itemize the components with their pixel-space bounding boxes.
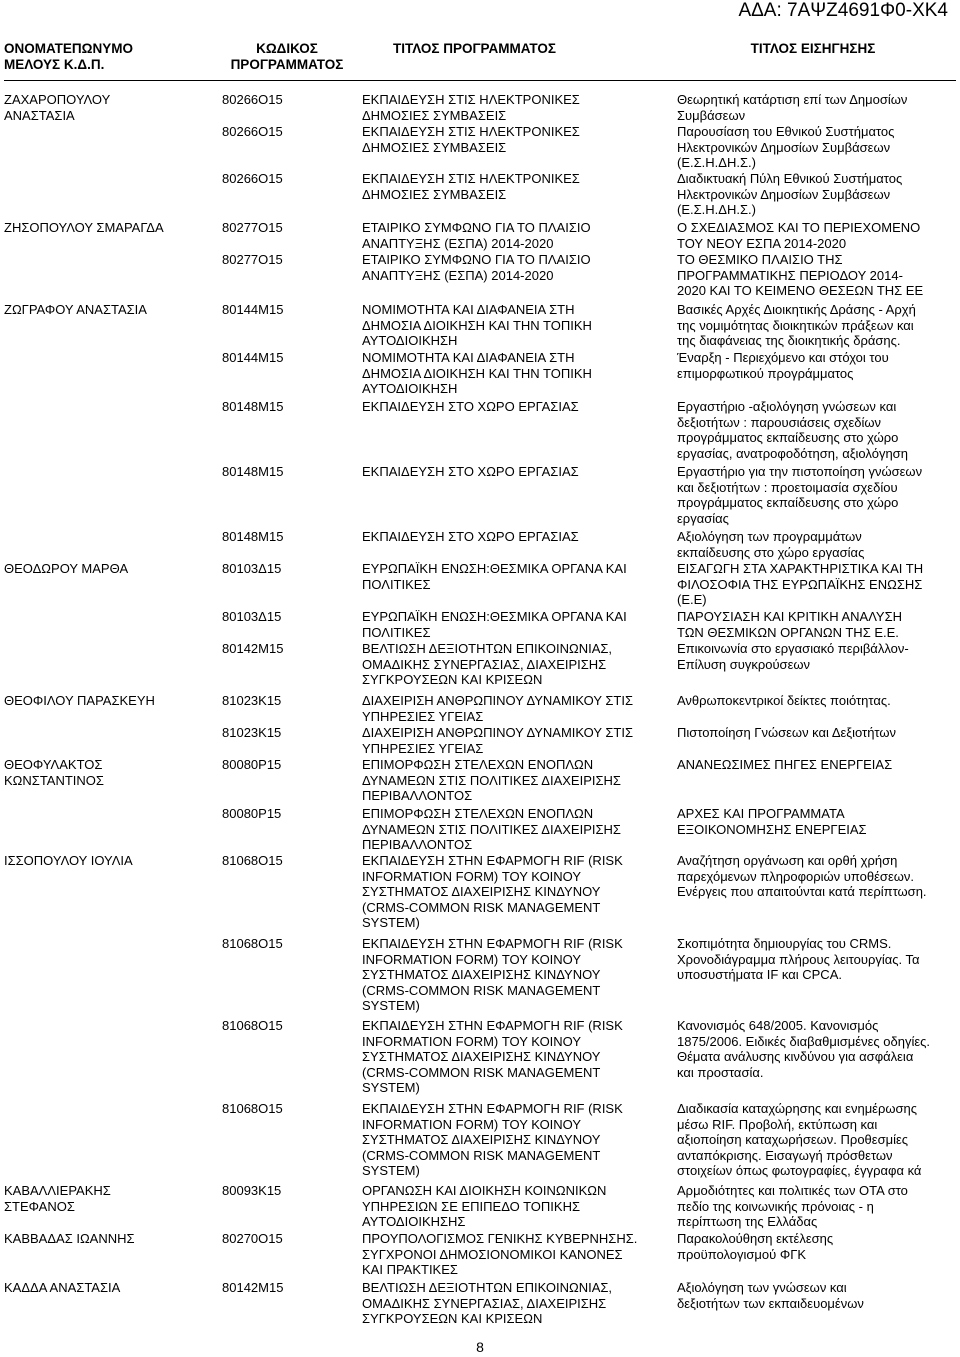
row-program-code: 80142Μ15 [222, 641, 284, 656]
row-member-name: ΚΑΒΒΑΔΑΣ ΙΩΑΝΝΗΣ [4, 1231, 135, 1246]
row-member-name: ΖΗΣΟΠΟΥΛΟΥ ΣΜΑΡΑΓΔΑ [4, 220, 164, 235]
row-lecture-title: Εργαστήριο -αξιολόγηση γνώσεων και δεξιοτήτων : παρουσιάσεις σχεδίων προγράμματος εκπαίδευσης στο χώρο εργασίας, ανατροφοδότηση, αξιολόγηση [677, 399, 908, 461]
row-program-title: ΕΚΠΑΙΔΕΥΣΗ ΣΤΟ ΧΩΡΟ ΕΡΓΑΣΙΑΣ [362, 399, 579, 414]
row-member-name: ΘΕΟΦΙΛΟΥ ΠΑΡΑΣΚΕΥΗ [4, 693, 155, 708]
row-program-title: ΕΠΙΜΟΡΦΩΣΗ ΣΤΕΛΕΧΩΝ ΕΝΟΠΛΩΝ ΔΥΝΑΜΕΩΝ ΣΤΙΣ ΠΟΛΙΤΙΚΕΣ ΔΙΑΧΕΙΡΙΣΗΣ ΠΕΡΙΒΑΛΛΟΝΤΟΣ [362, 806, 621, 852]
page-number: 8 [476, 1339, 484, 1355]
header-code: ΚΩΔΙΚΟΣ ΠΡΟΓΡΑΜΜΑΤΟΣ [230, 41, 344, 72]
row-program-code: 81068Ο15 [222, 1018, 283, 1033]
row-lecture-title: Αρμοδιότητες και πολιτικές των ΟΤΑ στο πεδίο της κοινωνικής πρόνοιας - η περίπτωση της Ελλάδας [677, 1183, 908, 1229]
row-program-code: 80270Ο15 [222, 1231, 283, 1246]
header-program: ΤΙΤΛΟΣ ΠΡΟΓΡΑΜΜΑΤΟΣ [392, 41, 557, 56]
row-program-code: 80148Μ15 [222, 464, 284, 479]
row-program-title: ΕΚΠΑΙΔΕΥΣΗ ΣΤΙΣ ΗΛΕΚΤΡΟΝΙΚΕΣ ΔΗΜΟΣΙΕΣ ΣΥΜΒΑΣΕΙΣ [362, 124, 580, 155]
row-lecture-title: Κανονισμός 648/2005. Κανονισμός 1875/2006. Ειδικές διαβαθμισμένες οδηγίες. Θέματα ανάλυσης κινδύνου για ασφάλεια και προστασία. [677, 1018, 931, 1080]
row-program-title: ΕΚΠΑΙΔΕΥΣΗ ΣΤΗΝ ΕΦΑΡΜΟΓΗ RIF (RISK INFORMATION FORM) ΤΟΥ ΚΟΙΝΟΥ ΣΥΣΤΗΜΑΤΟΣ ΔΙΑΧΕΙΡΙΣΗΣ ΚΙΝΔΥΝΟΥ (CRMS-COMMON RISK MANAGEMENT SYSTEM) [362, 1018, 623, 1095]
row-program-title: ΒΕΛΤΙΩΣΗ ΔΕΞΙΟΤΗΤΩΝ ΕΠΙΚΟΙΝΩΝΙΑΣ, ΟΜΑΔΙΚΗΣ ΣΥΝΕΡΓΑΣΙΑΣ, ΔΙΑΧΕΙΡΙΣΗΣ ΣΥΓΚΡΟΥΣΕΩΝ ΚΑΙ ΚΡΙΣΕΩΝ [362, 641, 613, 687]
header-name: ΟΝΟΜΑΤΕΠΩΝΥΜΟ ΜΕΛΟΥΣ Κ.Δ.Π. [4, 41, 133, 72]
row-member-name: ΘΕΟΔΩΡΟΥ ΜΑΡΘΑ [4, 561, 129, 576]
row-program-code: 80144Μ15 [222, 350, 284, 365]
row-program-code: 81068Ο15 [222, 936, 283, 951]
row-program-code: 80266Ο15 [222, 124, 283, 139]
row-program-code: 80080Ρ15 [222, 757, 282, 772]
header-lecture: ΤΙΤΛΟΣ ΕΙΣΗΓΗΣΗΣ [750, 41, 876, 56]
row-lecture-title: Εργαστήριο για την πιστοποίηση γνώσεων και δεξιοτήτων : προετοιμασία σχεδίου προγράμματος εκπαίδευσης στο χώρο εργασίας [677, 464, 923, 526]
row-lecture-title: ΕΙΣΑΓΩΓΗ ΣΤΑ ΧΑΡΑΚΤΗΡΙΣΤΙΚΑ ΚΑΙ ΤΗ ΦΙΛΟΣΟΦΙΑ ΤΗΣ ΕΥΡΩΠΑΪΚΗΣ ΕΝΩΣΗΣ (Ε.Ε) [677, 561, 924, 607]
row-program-code: 81068Ο15 [222, 1101, 283, 1116]
row-program-code: 80277Ο15 [222, 220, 283, 235]
row-program-title: ΕΠΙΜΟΡΦΩΣΗ ΣΤΕΛΕΧΩΝ ΕΝΟΠΛΩΝ ΔΥΝΑΜΕΩΝ ΣΤΙΣ ΠΟΛΙΤΙΚΕΣ ΔΙΑΧΕΙΡΙΣΗΣ ΠΕΡΙΒΑΛΛΟΝΤΟΣ [362, 757, 621, 803]
row-lecture-title: Πιστοποίηση Γνώσεων και Δεξιοτήτων [677, 725, 897, 740]
row-program-title: ΕΥΡΩΠΑΪΚΗ ΕΝΩΣΗ:ΘΕΣΜΙΚΑ ΟΡΓΑΝΑ ΚΑΙ ΠΟΛΙΤΙΚΕΣ [362, 561, 627, 592]
row-lecture-title: Έναρξη - Περιεχόμενο και στόχοι του επιμορφωτικού προγράμματος [677, 350, 889, 381]
row-program-title: ΝΟΜΙΜΟΤΗΤΑ ΚΑΙ ΔΙΑΦΑΝΕΙΑ ΣΤΗ ΔΗΜΟΣΙΑ ΔΙΟΙΚΗΣΗ ΚΑΙ ΤΗΝ ΤΟΠΙΚΗ ΑΥΤΟΔΙΟΙΚΗΣΗ [362, 350, 592, 396]
row-member-name: ΙΣΣΟΠΟΥΛΟΥ ΙΟΥΛΙΑ [4, 853, 133, 868]
row-program-code: 80080Ρ15 [222, 806, 282, 821]
row-lecture-title: Βασικές Αρχές Διοικητικής Δράσης - Αρχή της νομιμότητας διοικητικών πράξεων και της διαφάνειας της διοικητικής δράσης. [677, 302, 916, 348]
row-program-code: 81023Κ15 [222, 725, 282, 740]
row-program-title: ΝΟΜΙΜΟΤΗΤΑ ΚΑΙ ΔΙΑΦΑΝΕΙΑ ΣΤΗ ΔΗΜΟΣΙΑ ΔΙΟΙΚΗΣΗ ΚΑΙ ΤΗΝ ΤΟΠΙΚΗ ΑΥΤΟΔΙΟΙΚΗΣΗ [362, 302, 592, 348]
row-program-code: 80142Μ15 [222, 1280, 284, 1295]
row-program-title: ΔΙΑΧΕΙΡΙΣΗ ΑΝΘΡΩΠΙΝΟΥ ΔΥΝΑΜΙΚΟΥ ΣΤΙΣ ΥΠΗΡΕΣΙΕΣ ΥΓΕΙΑΣ [362, 693, 634, 724]
row-lecture-title: Ανθρωποκεντρικοί δείκτες ποιότητας. [677, 693, 891, 708]
row-lecture-title: Παρουσίαση του Εθνικού Συστήματος Ηλεκτρονικών Δημοσίων Συμβάσεων (Ε.Σ.Η.ΔΗ.Σ.) [677, 124, 895, 170]
row-program-code: 80266Ο15 [222, 171, 283, 186]
row-program-title: ΕΚΠΑΙΔΕΥΣΗ ΣΤΙΣ ΗΛΕΚΤΡΟΝΙΚΕΣ ΔΗΜΟΣΙΕΣ ΣΥΜΒΑΣΕΙΣ [362, 171, 580, 202]
row-program-code: 80103Δ15 [222, 561, 282, 576]
ada-code: ΑΔΑ: 7ΑΨΖ4691Φ0-ΧΚ4 [738, 0, 948, 21]
row-member-name: ΘΕΟΦΥΛΑΚΤΟΣ ΚΩΝΣΤΑΝΤΙΝΟΣ [4, 757, 104, 788]
row-lecture-title: Ο ΣΧΕΔΙΑΣΜΟΣ ΚΑΙ ΤΟ ΠΕΡΙΕΧΟΜΕΝΟ ΤΟΥ ΝΕΟΥ ΕΣΠΑ 2014-2020 [677, 220, 921, 251]
row-lecture-title: ΠΑΡΟΥΣΙΑΣΗ ΚΑΙ ΚΡΙΤΙΚΗ ΑΝΑΛΥΣΗ ΤΩΝ ΘΕΣΜΙΚΩΝ ΟΡΓΑΝΩΝ ΤΗΣ Ε.Ε. [677, 609, 903, 640]
row-program-code: 80266Ο15 [222, 92, 283, 107]
header-divider [4, 80, 956, 81]
row-lecture-title: ΑΝΑΝΕΩΣΙΜΕΣ ΠΗΓΕΣ ΕΝΕΡΓΕΙΑΣ [677, 757, 893, 772]
row-lecture-title: Διαδικτυακή Πύλη Εθνικού Συστήματος Ηλεκτρονικών Δημοσίων Συμβάσεων (Ε.Σ.Η.ΔΗ.Σ.) [677, 171, 903, 217]
row-program-code: 80144Μ15 [222, 302, 284, 317]
row-lecture-title: ΤΟ ΘΕΣΜΙΚΟ ΠΛΑΙΣΙΟ ΤΗΣ ΠΡΟΓΡΑΜΜΑΤΙΚΗΣ ΠΕΡΙΟΔΟΥ 2014- 2020 ΚΑΙ ΤΟ ΚΕΙΜΕΝΟ ΘΕΣΕΩΝ ΤΗΣ ΕΕ [677, 252, 924, 298]
row-program-title: ΕΚΠΑΙΔΕΥΣΗ ΣΤΟ ΧΩΡΟ ΕΡΓΑΣΙΑΣ [362, 529, 579, 544]
row-program-title: ΕΥΡΩΠΑΪΚΗ ΕΝΩΣΗ:ΘΕΣΜΙΚΑ ΟΡΓΑΝΑ ΚΑΙ ΠΟΛΙΤΙΚΕΣ [362, 609, 627, 640]
row-program-title: ΕΚΠΑΙΔΕΥΣΗ ΣΤΗΝ ΕΦΑΡΜΟΓΗ RIF (RISK INFORMATION FORM) ΤΟΥ ΚΟΙΝΟΥ ΣΥΣΤΗΜΑΤΟΣ ΔΙΑΧΕΙΡΙΣΗΣ ΚΙΝΔΥΝΟΥ (CRMS-COMMON RISK MANAGEMENT SYSTEM) [362, 936, 623, 1013]
row-program-title: ΒΕΛΤΙΩΣΗ ΔΕΞΙΟΤΗΤΩΝ ΕΠΙΚΟΙΝΩΝΙΑΣ, ΟΜΑΔΙΚΗΣ ΣΥΝΕΡΓΑΣΙΑΣ, ΔΙΑΧΕΙΡΙΣΗΣ ΣΥΓΚΡΟΥΣΕΩΝ ΚΑΙ ΚΡΙΣΕΩΝ [362, 1280, 613, 1326]
row-program-code: 80148Μ15 [222, 529, 284, 544]
row-program-code: 81023Κ15 [222, 693, 282, 708]
row-member-name: ΖΑΧΑΡΟΠΟΥΛΟΥ ΑΝΑΣΤΑΣΙΑ [4, 92, 111, 123]
row-member-name: ΚΑΒΑΛΛΙΕΡΑΚΗΣ ΣΤΕΦΑΝΟΣ [4, 1183, 111, 1214]
row-lecture-title: Σκοπιμότητα δημιουργίας του CRMS. Χρονοδιάγραμμα πλήρους λειτουργίας. Τα υποσυστήματα IF και CPCA. [677, 936, 920, 982]
row-program-title: ΟΡΓΑΝΩΣΗ ΚΑΙ ΔΙΟΙΚΗΣΗ ΚΟΙΝΩΝΙΚΩΝ ΥΠΗΡΕΣΙΩΝ ΣΕ ΕΠΙΠΕΔΟ ΤΟΠΙΚΗΣ ΑΥΤΟΔΙΟΙΚΗΣΗΣ [362, 1183, 607, 1229]
row-lecture-title: Επικοινωνία στο εργασιακό περιβάλλον- Επίλυση συγκρούσεων [677, 641, 909, 672]
row-program-title: ΕΤΑΙΡΙΚΟ ΣΥΜΦΩΝΟ ΓΙΑ ΤΟ ΠΛΑΙΣΙΟ ΑΝΑΠΤΥΞΗΣ (ΕΣΠΑ) 2014-2020 [362, 252, 591, 283]
row-program-title: ΕΚΠΑΙΔΕΥΣΗ ΣΤΟ ΧΩΡΟ ΕΡΓΑΣΙΑΣ [362, 464, 579, 479]
row-program-code: 80277Ο15 [222, 252, 283, 267]
row-program-title: ΕΚΠΑΙΔΕΥΣΗ ΣΤΗΝ ΕΦΑΡΜΟΓΗ RIF (RISK INFORMATION FORM) ΤΟΥ ΚΟΙΝΟΥ ΣΥΣΤΗΜΑΤΟΣ ΔΙΑΧΕΙΡΙΣΗΣ ΚΙΝΔΥΝΟΥ (CRMS-COMMON RISK MANAGEMENT SYSTEM) [362, 853, 623, 930]
row-lecture-title: Διαδικασία καταχώρησης και ενημέρωσης μέσω RIF. Προβολή, εκτύπωση και αξιοποίηση καταχωρήσεων. Προθεσμίες ανταπόκρισης. Εισαγωγή πρόσθετων στοιχείων όπως φωτογραφίες, έγγραφα κά [677, 1101, 922, 1178]
row-lecture-title: Αξιολόγηση των προγραμμάτων εκπαίδευσης στο χώρο εργασίας [677, 529, 865, 560]
row-lecture-title: Θεωρητική κατάρτιση επί των Δημοσίων Συμβάσεων [677, 92, 908, 123]
row-program-code: 80103Δ15 [222, 609, 282, 624]
row-program-code: 81068Ο15 [222, 853, 283, 868]
row-program-title: ΕΤΑΙΡΙΚΟ ΣΥΜΦΩΝΟ ΓΙΑ ΤΟ ΠΛΑΙΣΙΟ ΑΝΑΠΤΥΞΗΣ (ΕΣΠΑ) 2014-2020 [362, 220, 591, 251]
row-program-title: ΕΚΠΑΙΔΕΥΣΗ ΣΤΗΝ ΕΦΑΡΜΟΓΗ RIF (RISK INFORMATION FORM) ΤΟΥ ΚΟΙΝΟΥ ΣΥΣΤΗΜΑΤΟΣ ΔΙΑΧΕΙΡΙΣΗΣ ΚΙΝΔΥΝΟΥ (CRMS-COMMON RISK MANAGEMENT SYSTEM) [362, 1101, 623, 1178]
row-program-code: 80148Μ15 [222, 399, 284, 414]
row-program-title: ΕΚΠΑΙΔΕΥΣΗ ΣΤΙΣ ΗΛΕΚΤΡΟΝΙΚΕΣ ΔΗΜΟΣΙΕΣ ΣΥΜΒΑΣΕΙΣ [362, 92, 580, 123]
row-lecture-title: Αξιολόγηση των γνώσεων και δεξιοτήτων των εκπαιδευομένων [677, 1280, 864, 1311]
row-program-code: 80093Κ15 [222, 1183, 282, 1198]
row-lecture-title: ΑΡΧΕΣ ΚΑΙ ΠΡΟΓΡΑΜΜΑΤΑ ΕΞΟΙΚΟΝΟΜΗΣΗΣ ΕΝΕΡΓΕΙΑΣ [677, 806, 867, 837]
row-program-title: ΔΙΑΧΕΙΡΙΣΗ ΑΝΘΡΩΠΙΝΟΥ ΔΥΝΑΜΙΚΟΥ ΣΤΙΣ ΥΠΗΡΕΣΙΕΣ ΥΓΕΙΑΣ [362, 725, 634, 756]
row-member-name: ΖΩΓΡΑΦΟΥ ΑΝΑΣΤΑΣΙΑ [4, 302, 147, 317]
row-lecture-title: Αναζήτηση οργάνωση και ορθή χρήση παρεχόμενων πληροφοριών υποθέσεων. Ενέργεις που απαιτούνται κατά περίπτωση. [677, 853, 927, 899]
row-lecture-title: Παρακολούθηση εκτέλεσης προϋπολογισμού ΦΓΚ [677, 1231, 834, 1262]
row-program-title: ΠΡΟΥΠΟΛΟΓΙΣΜΟΣ ΓΕΝΙΚΗΣ ΚΥΒΕΡΝΗΣΗΣ. ΣΥΓΧΡΟΝΟΙ ΔΗΜΟΣΙΟΝΟΜΙΚΟΙ ΚΑΝΟΝΕΣ ΚΑΙ ΠΡΑΚΤΙΚΕΣ [362, 1231, 638, 1277]
row-member-name: ΚΑΔΔΑ ΑΝΑΣΤΑΣΙΑ [4, 1280, 121, 1295]
